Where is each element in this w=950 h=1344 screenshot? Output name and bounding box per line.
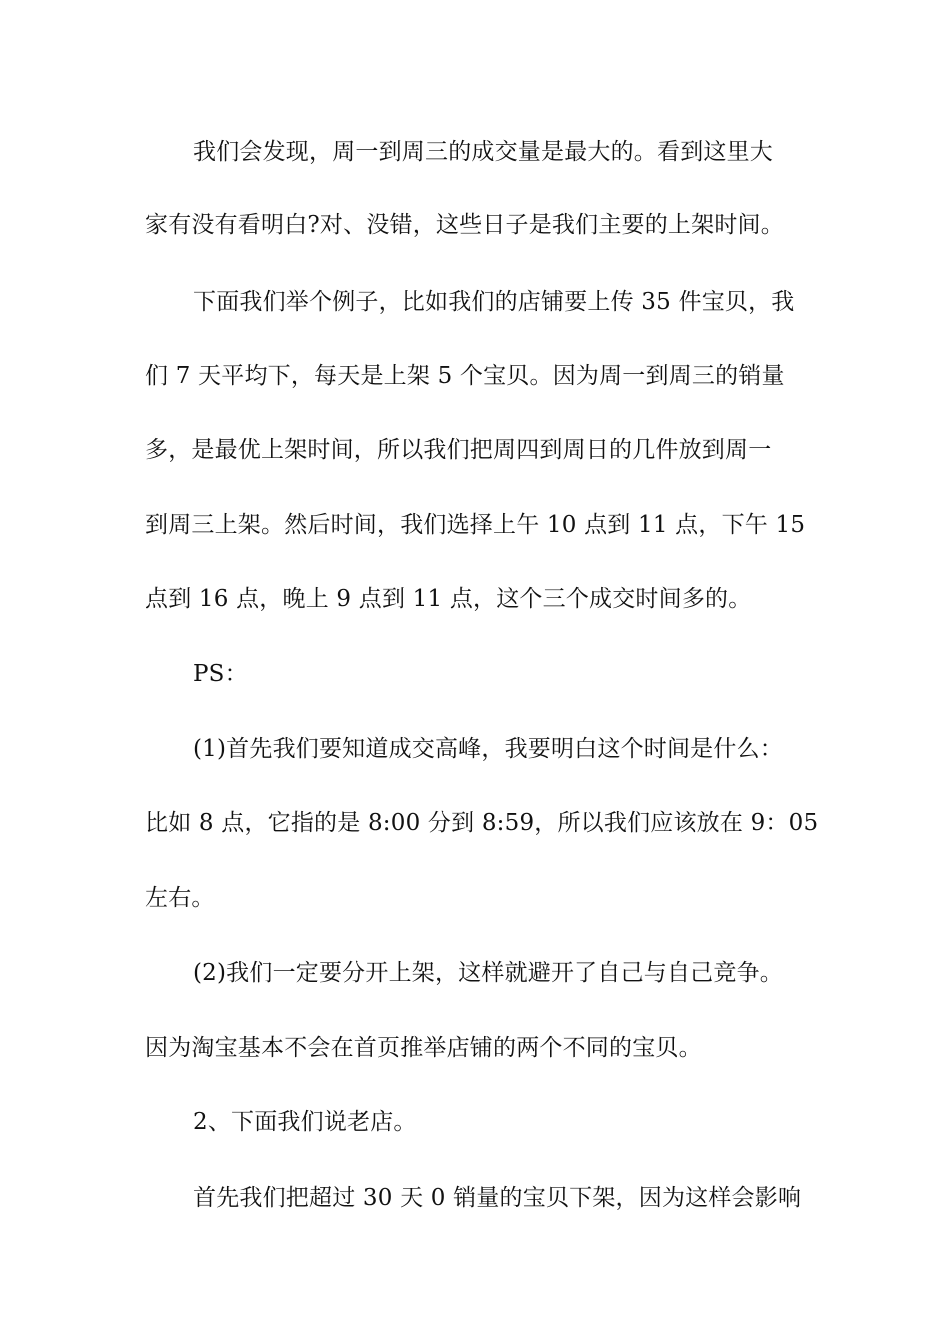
paragraph-line (0, 880, 950, 916)
line-text: 多，是最优上架时间，所以我们把周四到周日的几件放到周一 (145, 437, 772, 463)
paragraph-line (0, 805, 950, 841)
paragraph-line (0, 581, 950, 617)
line-text: 左右。 (145, 885, 215, 911)
paragraph-line (0, 432, 950, 468)
line-text: (2)我们一定要分开上架，这样就避开了自己与自己竞争。 (193, 960, 783, 986)
paragraph-line (0, 731, 950, 767)
line-text: 因为淘宝基本不会在首页推举店铺的两个不同的宝贝。 (145, 1035, 702, 1061)
paragraph-line (0, 1180, 950, 1216)
paragraph-line (0, 207, 950, 243)
paragraph-line (0, 1104, 950, 1140)
line-text: 2、下面我们说老店。 (193, 1109, 417, 1135)
paragraph-line (0, 507, 950, 543)
line-text: PS： (193, 661, 248, 687)
line-text: 家有没有看明白?对、没错，这些日子是我们主要的上架时间。 (145, 212, 784, 238)
paragraph-line (0, 656, 950, 692)
line-text: 首先我们把超过 30 天 0 销量的宝贝下架，因为这样会影响 (193, 1185, 802, 1211)
line-text: 下面我们举个例子，比如我们的店铺要上传 35 件宝贝，我 (193, 289, 795, 315)
paragraph-line (0, 1030, 950, 1066)
line-text: (1)首先我们要知道成交高峰，我要明白这个时间是什么： (193, 736, 783, 762)
paragraph-line (0, 134, 950, 170)
line-text: 比如 8 点，它指的是 8:00 分到 8:59，所以我们应该放在 9：05 (145, 810, 819, 836)
line-text: 到周三上架。然后时间，我们选择上午 10 点到 11 点，下午 15 (145, 512, 806, 538)
paragraph-line (0, 358, 950, 394)
paragraph-line (0, 284, 950, 320)
line-text: 我们会发现，周一到周三的成交量是最大的。看到这里大 (193, 139, 773, 165)
line-text: 点到 16 点，晚上 9 点到 11 点，这个三个成交时间多的。 (145, 586, 752, 612)
line-text: 们 7 天平均下，每天是上架 5 个宝贝。因为周一到周三的销量 (145, 363, 785, 389)
paragraph-line (0, 955, 950, 991)
